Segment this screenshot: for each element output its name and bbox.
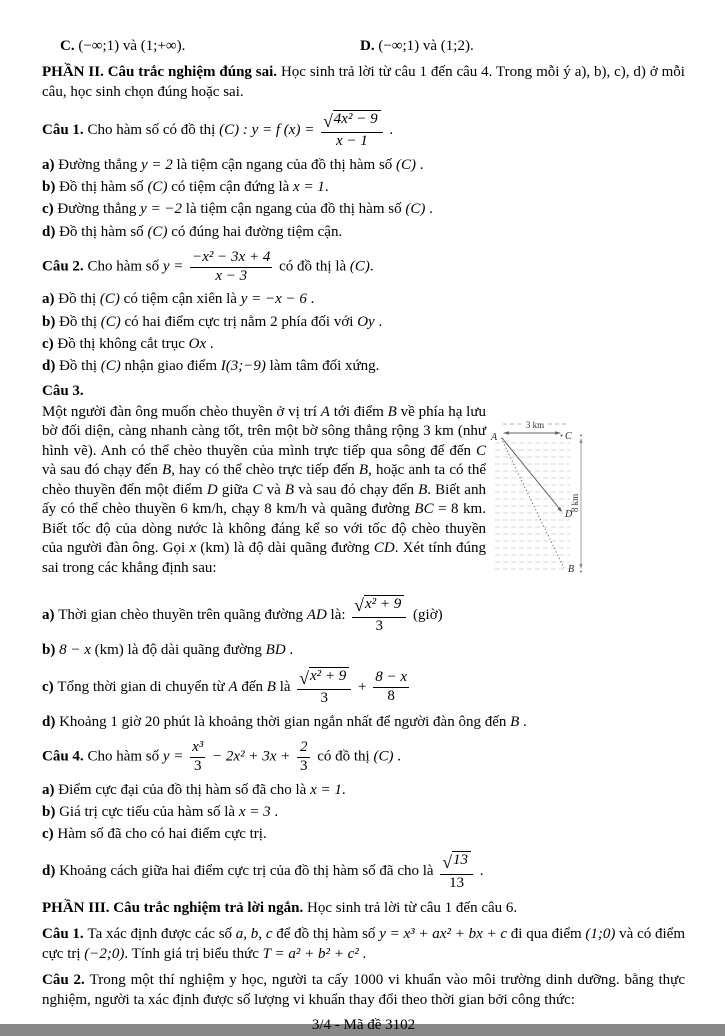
text-run: .: [416, 156, 424, 173]
point-d-label: D: [565, 508, 573, 520]
text-run: c): [42, 335, 58, 352]
top-distance-label: 3 km: [525, 419, 545, 430]
top-distance-measure: [503, 420, 568, 435]
question-2-intro: [42, 248, 685, 286]
text-run: .: [374, 313, 383, 330]
q1-fraction: [321, 110, 383, 151]
text-run: có hai điểm cực trị nằm 2 phía đối với: [120, 313, 358, 330]
answer-options-row: [42, 36, 685, 57]
statement-item-q2d: [42, 356, 685, 376]
statement-item-q4b: [42, 802, 685, 822]
question-1-intro: [42, 109, 685, 152]
text-run: (−2;0): [84, 946, 125, 963]
text-run: . Xét tính đúng sai trong các khẳng định sau:: [42, 540, 486, 576]
text-run: PHẦN III. Câu trắc nghiệm trả lời ngắn.: [42, 900, 307, 917]
text-run: có tiệm cận xiên là: [119, 291, 241, 308]
text-run: b): [42, 803, 60, 820]
point-a-label: A: [491, 431, 498, 443]
text-run: Câu 1.: [42, 121, 88, 138]
text-run: Đồ thị hàm số: [59, 223, 148, 240]
part3-question-1: [42, 925, 685, 965]
text-run: Ox: [188, 335, 207, 352]
q4-fraction1-denominator: 3: [190, 757, 205, 776]
statement-item-q2b: [42, 312, 685, 332]
q4-fraction2-numerator: 2: [299, 739, 308, 756]
part3-heading: [42, 899, 685, 919]
statement-item-q2c: [42, 334, 685, 354]
radical-sign: √: [354, 595, 364, 616]
q2-intro-text: [42, 259, 183, 275]
text-run: .: [425, 201, 433, 218]
text-run: A: [320, 403, 330, 420]
path-a-to-d-arrowhead: [557, 507, 562, 512]
q3a-text: [42, 607, 346, 623]
q2-intro-end: [279, 259, 374, 275]
point-c-dot: [561, 434, 563, 436]
q1-fraction-numerator: [321, 110, 383, 132]
text-run: x = 1: [293, 179, 325, 196]
text-run: b): [42, 641, 60, 658]
statement-item-q1a: [42, 155, 685, 175]
text-run: B: [387, 403, 397, 420]
text-run: Đồ thị không cắt trục: [57, 335, 189, 352]
text-run: và có điểm cực trị: [42, 926, 685, 963]
text-run: A: [228, 678, 238, 695]
q3c-fraction-1: [297, 667, 351, 708]
text-run: và sau đó chạy đến: [42, 462, 163, 479]
text-run: d): [42, 863, 60, 880]
text-run: Học sinh trả lời từ câu 1 đến câu 4. Trong mỗi ý a), b), c), d) ở mỗi câu, học sinh chọn đúng hoặc sai.: [42, 64, 685, 100]
question-3-paragraph: [42, 403, 486, 579]
radicand: 4x² − 9: [333, 110, 381, 129]
text-run: a): [42, 781, 59, 798]
q3a-fraction: [352, 595, 406, 636]
text-run: Ta xác định được các số: [87, 926, 236, 943]
point-c-label: C: [565, 430, 572, 442]
text-run: a): [42, 291, 59, 308]
q2-fraction-numerator: −x² − 3x + 4: [192, 248, 271, 265]
text-run: = 8 km. Biết tốc độ của dòng nước là không đáng kể so với tốc độ chèo thuyền của người đàn ông. Gọi: [42, 501, 486, 557]
q3a-fraction-denominator: 3: [352, 617, 406, 636]
q3a-fraction-numerator: [352, 595, 406, 617]
radical-sign: √: [442, 852, 453, 873]
text-run: y = x³ + ax² + bx + c: [379, 926, 508, 943]
text-run: Thời gian chèo thuyền trên quãng đường: [58, 606, 307, 623]
plus-operator: +: [358, 678, 367, 695]
text-run: giữa: [217, 481, 253, 498]
text-run: b): [42, 313, 60, 330]
text-run: Câu 1.: [42, 926, 88, 943]
q4-fraction-1: [190, 739, 205, 775]
text-run: Oy: [357, 313, 375, 330]
text-run: Đường thẳng: [58, 156, 141, 173]
q1-intro-period: .: [389, 121, 394, 138]
text-run: . Tính giá trị biểu thức: [124, 946, 263, 963]
text-run: a): [42, 606, 59, 623]
text-run: .: [285, 641, 294, 658]
text-run: a): [42, 156, 59, 173]
text-run: y = 2: [140, 156, 173, 173]
radicand: x² + 9: [309, 667, 349, 686]
text-run: Tổng thời gian di chuyển từ: [57, 678, 229, 695]
text-run: có đồ thị: [317, 748, 374, 765]
text-run: Đồ thị: [59, 358, 101, 375]
radical-sign: √: [299, 667, 310, 688]
q4-fraction-2: [297, 739, 311, 775]
q2-fraction: [190, 249, 272, 285]
q4-intro-text: [42, 749, 183, 765]
text-run: đi qua điểm: [507, 926, 586, 943]
text-run: .: [393, 748, 401, 765]
statement-item-q1d: [42, 222, 685, 242]
text-run: .: [519, 714, 527, 731]
point-b-label: B: [568, 563, 575, 575]
text-run: d): [42, 223, 60, 240]
text-run: x: [189, 540, 197, 557]
text-run: B: [418, 481, 428, 498]
text-run: Đồ thị: [58, 291, 100, 308]
text-run: I(3;−9): [220, 358, 266, 375]
text-run: , hay có thể chèo trực tiếp đến: [171, 462, 359, 479]
q1-intro-text: [42, 122, 314, 138]
text-run: (C): [396, 156, 417, 173]
q4d-fraction-denominator: 13: [440, 874, 473, 893]
text-run: x = 3: [238, 803, 271, 820]
text-run: Hàm số đã cho có hai điểm cực trị.: [57, 826, 267, 843]
text-run: làm tâm đối xứng.: [265, 358, 380, 375]
question-3-label: Câu 3.: [42, 383, 84, 400]
radicand: 13: [452, 851, 471, 870]
q4d-fraction-numerator: [440, 851, 473, 873]
text-run: CD: [373, 540, 395, 557]
q4d-fraction: [440, 851, 473, 892]
answer-option-d: [360, 36, 474, 57]
text-run: a, b, c: [235, 926, 273, 943]
text-run: (C): [100, 358, 121, 375]
text-run: .: [358, 946, 367, 963]
text-run: y = −2: [140, 201, 183, 218]
text-run: Đồ thị: [59, 313, 101, 330]
statement-item-q2a: [42, 289, 685, 309]
text-run: (C): [100, 313, 121, 330]
text-run: d): [42, 714, 60, 731]
statement-item-q4c: [42, 824, 685, 844]
text-run: Cho hàm số: [87, 748, 163, 765]
q2-fraction-denominator: x − 3: [190, 267, 272, 286]
text-run: Câu 2.: [42, 972, 90, 989]
text-run: để đồ thị hàm số: [272, 926, 380, 943]
text-run: Cho hàm số có đồ thị: [87, 121, 220, 138]
text-run: 8 − x: [59, 641, 91, 658]
text-run: Giá trị cực tiểu của hàm số là: [59, 803, 239, 820]
text-run: nhận giao điểm: [120, 358, 221, 375]
text-run: Đường thẳng: [57, 201, 141, 218]
q3c-fraction1-numerator: [297, 667, 351, 689]
text-run: Câu 2.: [42, 258, 88, 275]
radical-sign: √: [323, 110, 333, 131]
text-run: (C): [99, 291, 120, 308]
q4-intro-end: [317, 749, 401, 765]
text-run: c): [42, 201, 58, 218]
text-run: là: [275, 678, 291, 695]
q4-fraction2-denominator: 3: [297, 757, 311, 776]
text-run: B: [284, 481, 295, 498]
option-d-text: (−∞;1) và (1;2).: [374, 38, 474, 54]
text-run: C: [475, 442, 486, 459]
radical: [442, 851, 471, 873]
right-distance-label: 8 km: [570, 493, 580, 512]
text-run: có tiệm cận đứng là: [167, 179, 294, 196]
text-run: .: [306, 291, 315, 308]
text-run: là tiệm cận ngang của đồ thị hàm số: [182, 201, 406, 218]
text-run: C: [252, 481, 263, 498]
path-a-to-d: [502, 438, 561, 511]
statement-item-q3c: [42, 666, 685, 709]
text-run: và sau đó chạy đến: [294, 481, 419, 498]
radicand: x² + 9: [364, 595, 404, 614]
text-run: y =: [162, 748, 184, 765]
river-water-lines: [495, 443, 570, 569]
statement-item-q1b: [42, 177, 685, 197]
text-run: (km) là độ dài quãng đường: [196, 540, 374, 557]
radical: [354, 595, 404, 614]
text-run: Điểm cực đại của đồ thị hàm số đã cho là: [58, 781, 311, 798]
text-run: Học sinh trả lời từ câu 1 đến câu 6.: [306, 900, 518, 917]
text-run: x = 1: [310, 781, 342, 798]
text-run: là:: [326, 606, 346, 623]
q4d-text: [42, 863, 434, 879]
part3-question-2: [42, 971, 685, 1011]
option-d-label: D.: [360, 38, 375, 54]
radical: [323, 110, 381, 129]
text-run: (km) là độ dài quãng đường: [90, 641, 266, 658]
q3a-unit: (giờ): [413, 606, 443, 623]
text-run: B: [510, 714, 520, 731]
text-run: Một người đàn ông muốn chèo thuyền ở vị trí: [42, 403, 321, 420]
text-run: BD: [265, 641, 286, 658]
text-run: . Biết anh ấy có thể chèo thuyền 6 km/h, chạy 8 km/h và quãng đường: [42, 481, 486, 518]
text-run: c): [42, 678, 58, 695]
text-run: y =: [162, 258, 184, 275]
statement-item-q3d: [42, 712, 685, 732]
statement-item-q4a: [42, 780, 685, 800]
text-run: tới điểm: [329, 403, 388, 420]
text-run: và: [262, 481, 285, 498]
text-run: .: [341, 781, 346, 798]
text-run: (1;0): [585, 926, 616, 943]
text-run: (C): [373, 748, 394, 765]
text-run: về phía hạ lưu bờ đối diện, càng nhanh càng tốt, trên một bờ sông thẳng rộng 3 km (như hình vẽ). Anh có thể chèo thuyền của mình trực tiếp qua sông để đến: [42, 403, 486, 459]
text-run: BC: [414, 501, 434, 518]
statement-item-q1c: [42, 199, 685, 219]
text-run: .: [369, 258, 374, 275]
text-run: d): [42, 358, 60, 375]
river-figure: [490, 411, 602, 588]
text-run: Cho hàm số: [87, 258, 163, 275]
text-run: Khoảng 1 giờ 20 phút là khoảng thời gian ngắn nhất để người đàn ông đến: [59, 714, 511, 731]
text-run: (C): [349, 258, 370, 275]
text-run: (C): [147, 179, 168, 196]
part2-heading: [42, 63, 685, 103]
q4-middle-terms: − 2x² + 3x +: [212, 748, 291, 765]
q3c-fraction2-denominator: 8: [373, 687, 409, 706]
text-run: Khoảng cách giữa hai điểm cực trị của đồ thị hàm số đã cho là: [59, 863, 434, 880]
statement-item-q3b: [42, 640, 685, 660]
text-run: (C): [405, 201, 426, 218]
option-c-label: C.: [60, 38, 75, 54]
text-run: (C): [147, 223, 168, 240]
text-run: (C) : y = f (x) =: [219, 121, 315, 138]
text-run: B: [358, 462, 369, 479]
statement-item-q4d: [42, 850, 685, 893]
text-run: .: [324, 179, 329, 196]
text-run: , hoặc anh ta có thể chèo thuyền đến một điểm: [42, 462, 486, 498]
statement-item-q3a: [42, 594, 685, 637]
text-run: là tiệm cận ngang của đồ thị hàm số: [172, 156, 397, 173]
q3c-fraction1-denominator: 3: [297, 689, 351, 708]
text-run: T = a² + b² + c²: [262, 946, 359, 963]
text-run: B: [266, 678, 276, 695]
question-4-intro: [42, 738, 685, 776]
q3c-fraction2-numerator: 8 − x: [375, 669, 408, 686]
text-run: Đồ thị hàm số: [59, 179, 148, 196]
q1-fraction-denominator: x − 1: [321, 132, 383, 151]
text-run: B: [162, 462, 172, 479]
q4d-period: .: [479, 863, 484, 880]
text-run: c): [42, 826, 58, 843]
q3c-fraction-2: [373, 669, 409, 705]
option-c-text: (−∞;1) và (1;+∞).: [74, 38, 186, 54]
text-run: b): [42, 179, 60, 196]
text-run: PHẦN II. Câu trắc nghiệm đúng sai.: [42, 64, 281, 80]
question-3-body: [42, 403, 685, 588]
text-run: đến: [237, 678, 267, 695]
text-run: có đồ thị là: [279, 258, 350, 275]
text-run: Câu 4.: [42, 748, 88, 765]
text-run: có đúng hai đường tiệm cận.: [167, 223, 343, 240]
river-diagram-svg: [490, 411, 602, 583]
text-run: y = −x − 6: [240, 291, 307, 308]
text-run: AD: [306, 606, 327, 623]
text-run: .: [270, 803, 279, 820]
text-run: .: [206, 335, 214, 352]
text-run: Trong một thí nghiệm y học, người ta cấy 1000 vi khuẩn vào môi trường dinh dưỡng. bằng thực nghiệm, người ta xác định được số lượng vi khuẩn thay đổi theo thời gian bởi công thức:: [42, 972, 685, 1009]
right-distance-measure: [570, 434, 583, 572]
page-footer: 3/4 - Mã đề 3102: [311, 1017, 416, 1034]
q4-fraction1-numerator: x³: [192, 739, 204, 756]
radical: [299, 667, 349, 686]
q3c-text: [42, 679, 291, 695]
text-run: D: [206, 481, 218, 498]
answer-option-c: [42, 36, 360, 57]
